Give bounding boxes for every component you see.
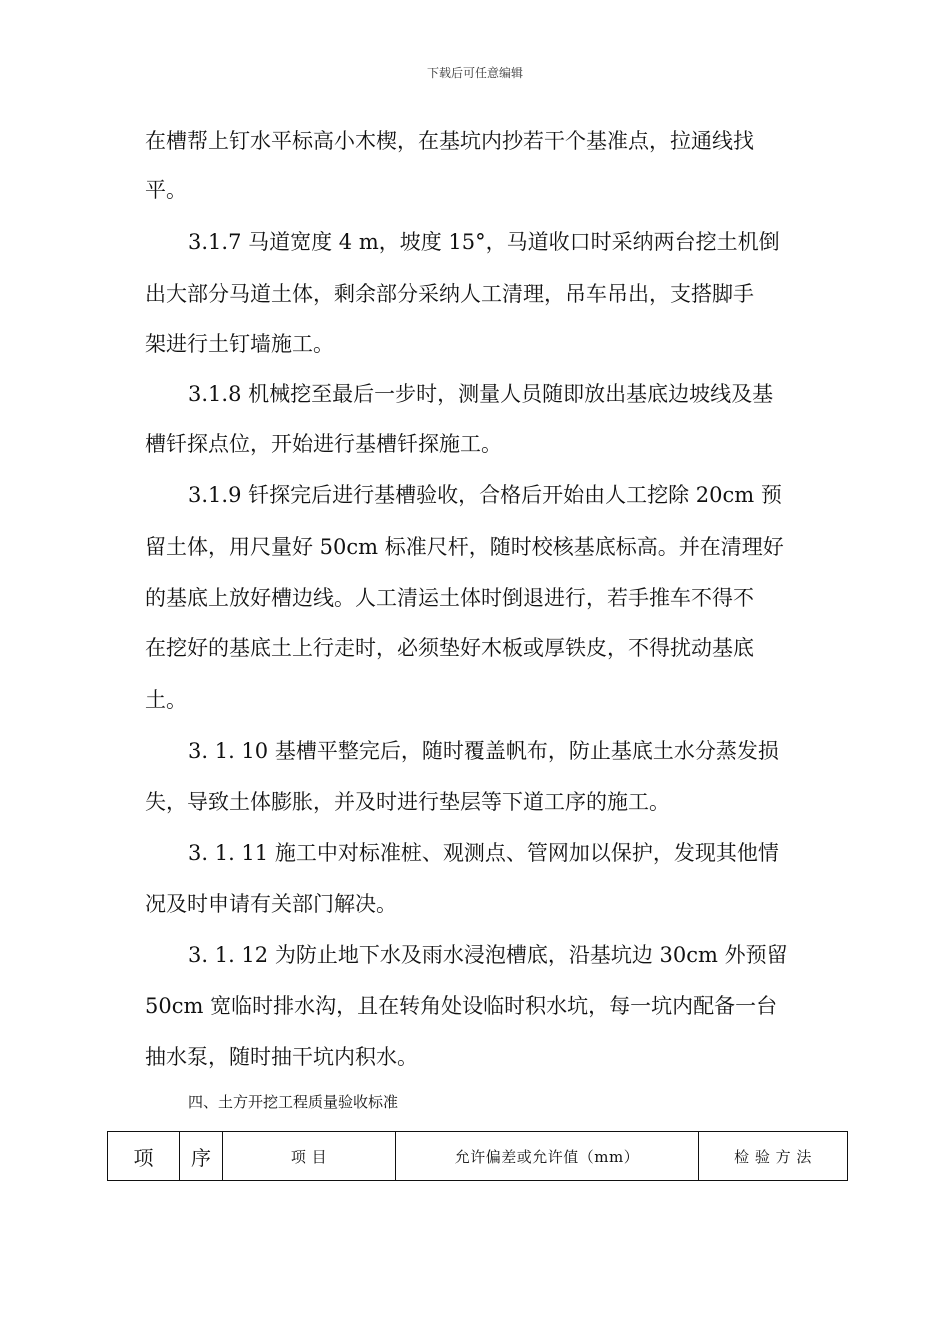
paragraph-line: 3.1.9 钎探完后进行基槽验收，合格后开始由人工挖除 20cm 预	[188, 483, 782, 507]
paragraph-line: 留土体，用尺量好 50cm 标准尺杆，随时校核基底标高。并在清理好	[145, 535, 784, 559]
table-header-cell: 项	[108, 1132, 180, 1181]
table-header-cell: 项 目	[223, 1132, 396, 1181]
paragraph-line: 平。	[145, 178, 187, 202]
paragraph-line: 失，导致土体膨胀，并及时进行垫层等下道工序的施工。	[145, 790, 670, 814]
paragraph-line: 土。	[145, 688, 187, 712]
paragraph-line: 3. 1. 11 施工中对标准桩、观测点、管网加以保护，发现其他情	[188, 841, 779, 865]
paragraph-line: 3.1.8 机械挖至最后一步时，测量人员随即放出基底边坡线及基	[188, 382, 774, 406]
acceptance-standard-table	[107, 1131, 848, 1181]
paragraph-line: 3.1.7 马道宽度 4 m，坡度 15°，马道收口时采纳两台挖土机倒	[188, 230, 780, 254]
table-header-cell: 序	[180, 1132, 223, 1181]
paragraph-line: 况及时申请有关部门解决。	[145, 892, 397, 916]
paragraph-line: 的基底上放好槽边线。人工清运土体时倒退进行，若手推车不得不	[145, 586, 754, 610]
paragraph-line: 在槽帮上钉水平标高小木楔，在基坑内抄若干个基准点，拉通线找	[145, 129, 754, 153]
table-header-row	[108, 1132, 848, 1181]
paragraph-line: 在挖好的基底土上行走时，必须垫好木板或厚铁皮，不得扰动基底	[145, 636, 754, 660]
section-title: 四、土方开挖工程质量验收标准	[188, 1093, 399, 1111]
page-header-note: 下载后可任意编辑	[426, 66, 523, 80]
paragraph-line: 槽钎探点位，开始进行基槽钎探施工。	[145, 432, 502, 456]
paragraph-line: 抽水泵，随时抽干坑内积水。	[145, 1045, 418, 1069]
table-header-cell: 允许偏差或允许值（mm）	[396, 1132, 699, 1181]
paragraph-line: 出大部分马道土体，剩余部分采纳人工清理，吊车吊出，支搭脚手	[145, 282, 754, 306]
paragraph-line: 架进行土钉墙施工。	[145, 332, 334, 356]
paragraph-line: 3. 1. 10 基槽平整完后，随时覆盖帆布，防止基底土水分蒸发损	[188, 739, 779, 763]
paragraph-line: 3. 1. 12 为防止地下水及雨水浸泡槽底，沿基坑边 30cm 外预留	[188, 943, 788, 967]
paragraph-line: 50cm 宽临时排水沟，且在转角处设临时积水坑，每一坑内配备一台	[145, 994, 778, 1018]
table-header-cell: 检 验 方 法	[699, 1132, 848, 1181]
